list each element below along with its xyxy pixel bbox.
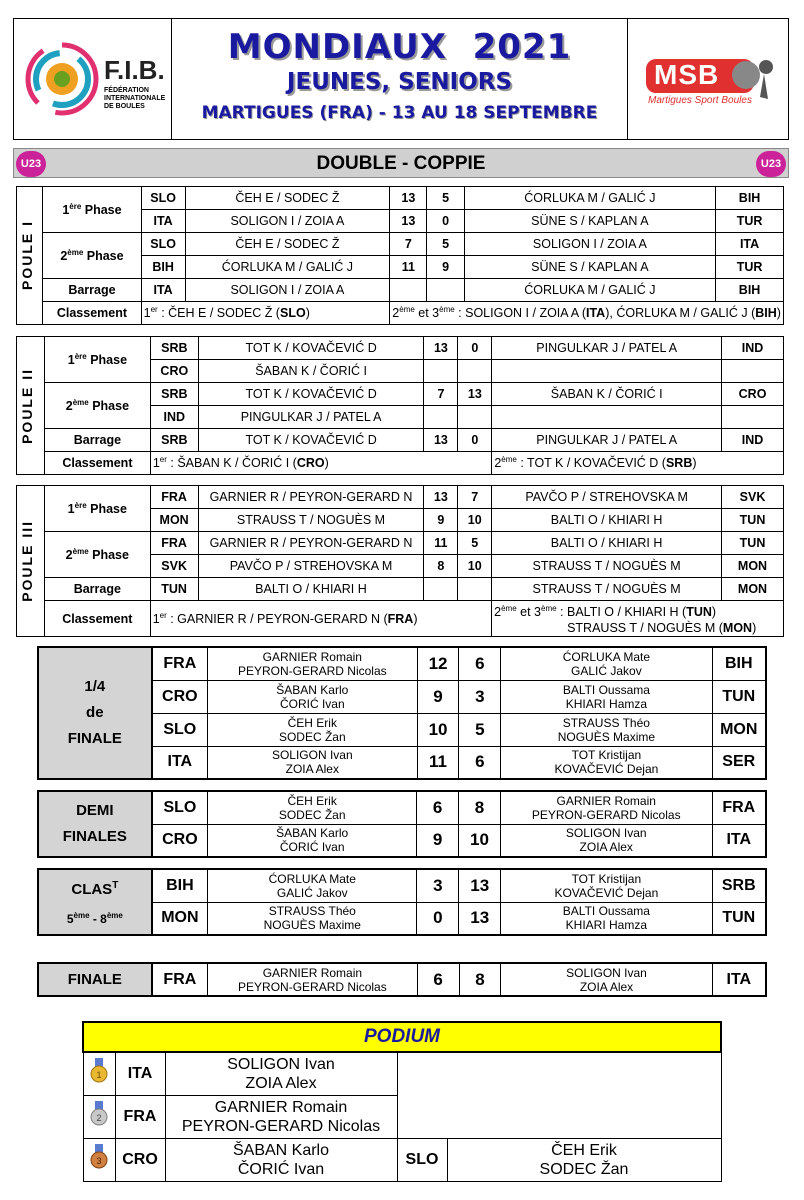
team-name: GARNIER R / PEYRON-GERARD N (198, 486, 424, 509)
country-code: ITA (141, 210, 185, 233)
country-code: IND (722, 337, 784, 360)
phase-label: 2ème Phase (44, 383, 150, 429)
score: 0 (427, 210, 464, 233)
podium-team (165, 1095, 397, 1138)
score: 6 (417, 963, 459, 996)
score: 12 (417, 647, 459, 680)
score: 13 (424, 486, 458, 509)
ranking-others: 2ème et 3ème : SOLIGON I / ZOIA A (ITA), ĆORLUKA M / GALIĆ J (BIH) (390, 302, 784, 325)
score: 0 (417, 902, 459, 935)
player-name: TOT Kristijan (571, 748, 642, 763)
fib-logo (14, 19, 172, 139)
country-code: CRO (150, 360, 198, 383)
ranking-label: Classement (43, 302, 141, 325)
group-table-3 (16, 485, 784, 637)
score (424, 360, 458, 383)
msb-tagline: Martigues Sport Boules (648, 95, 752, 106)
score: 9 (427, 256, 464, 279)
team-name: TOT K / KOVAČEVIĆ D (198, 383, 424, 406)
score: 8 (459, 791, 501, 824)
score: 6 (459, 746, 501, 779)
team-name: ČEH E / SODEC Ž (185, 187, 390, 210)
country-code: MON (722, 578, 784, 601)
score (424, 578, 458, 601)
team-name: PINGULKAR J / PATEL A (492, 429, 722, 452)
phase-label: 2ème Phase (43, 233, 141, 279)
country-code: TUN (150, 578, 198, 601)
svg-text:1: 1 (96, 1070, 102, 1081)
player-name: ĆORLUKA Mate (268, 871, 356, 886)
team-players (208, 963, 418, 996)
player-name: STRAUSS Théo (562, 715, 650, 730)
ranking-row (17, 452, 784, 475)
country-code: FRA (152, 963, 208, 996)
semifinal-table (37, 790, 767, 858)
classification-table (37, 868, 767, 936)
team-name: ŠABAN K / ČORIĆ I (198, 360, 424, 383)
score: 11 (390, 256, 427, 279)
team-name: PINGULKAR J / PATEL A (198, 406, 424, 429)
gold-medal-icon (89, 1058, 109, 1084)
score: 8 (459, 963, 501, 996)
country-code: ITA (716, 233, 784, 256)
player-name: ĆORLUKA Mate (562, 649, 651, 664)
player-name: ZOIA Alex (285, 762, 339, 777)
stage-label: $CLAS^T$ 5ème - 8ème (38, 869, 152, 935)
phase-label: 1ère Phase (44, 486, 150, 532)
player-name: GALIĆ Jakov (276, 885, 348, 900)
ranking-row (17, 601, 784, 637)
podium-player: SOLIGON Ivan (227, 1055, 335, 1073)
match-row (38, 869, 766, 902)
score (458, 406, 492, 429)
team-name: SOLIGON I / ZOIA A (464, 233, 716, 256)
player-name: KHIARI Hamza (565, 918, 648, 933)
team-name: ĆORLUKA M / GALIĆ J (185, 256, 390, 279)
ranking-row (17, 302, 784, 325)
team-players (208, 680, 418, 713)
country-code: SLO (152, 713, 208, 746)
team-name: ŠABAN K / ČORIĆ I (492, 383, 722, 406)
event-title-bar (13, 148, 789, 178)
player-name: PEYRON-GERARD Nicolas (237, 663, 387, 678)
podium-player: SODEC Žan (539, 1160, 629, 1178)
score: 11 (417, 746, 459, 779)
match-row (17, 337, 784, 360)
team-players (208, 746, 418, 779)
player-name: SOLIGON Ivan (566, 965, 647, 980)
ranking-label: Classement (44, 452, 150, 475)
country-code: SRB (150, 337, 198, 360)
svg-text:2: 2 (96, 1113, 102, 1123)
player-name: GARNIER Romain (262, 965, 363, 980)
country-code: SVK (150, 555, 198, 578)
country-code: IND (722, 429, 784, 452)
header (13, 18, 789, 140)
match-row (17, 486, 784, 509)
medal-cell (83, 1095, 115, 1138)
player-name: NOGUÈS Maxime (263, 918, 361, 933)
team-name: BALTI O / KHIARI H (198, 578, 424, 601)
podium-player: PEYRON-GERARD Nicolas (181, 1117, 381, 1135)
score: 5 (459, 713, 501, 746)
score: 10 (459, 824, 501, 857)
podium-player: GARNIER Romain (214, 1098, 348, 1116)
team-name: SOLIGON I / ZOIA A (185, 279, 390, 302)
score: 13 (424, 337, 458, 360)
country-code: TUN (712, 680, 766, 713)
score: 13 (458, 383, 492, 406)
team-players (501, 647, 712, 680)
page-subtitle: JEUNES, SENIORS (286, 69, 513, 95)
country-code: BIH (716, 279, 784, 302)
team-players (208, 713, 418, 746)
team-players (208, 791, 417, 824)
group-name-label: POULE III (19, 520, 35, 602)
match-row (17, 279, 784, 302)
country-code: IND (150, 406, 198, 429)
score: 5 (427, 233, 464, 256)
player-name: KHIARI Hamza (565, 696, 648, 711)
score (458, 360, 492, 383)
country-code: ITA (712, 824, 766, 857)
player-name: SODEC Žan (278, 807, 346, 822)
podium-table (82, 1021, 722, 1182)
country-code: FRA (712, 791, 766, 824)
team-name: TOT K / KOVAČEVIĆ D (198, 429, 424, 452)
score: 7 (458, 486, 492, 509)
team-players (500, 791, 712, 824)
player-name: GARNIER Romain (262, 649, 362, 664)
player-name: TOT Kristijan (571, 871, 642, 886)
podium-team (165, 1052, 397, 1095)
country-code: CRO (152, 680, 208, 713)
country-code: FRA (150, 486, 198, 509)
player-name: SOLIGON Ivan (271, 748, 353, 763)
player-name: GARNIER Romain (556, 793, 656, 808)
player-name: ZOIA Alex (579, 979, 634, 994)
country-code: SLO (141, 187, 185, 210)
score: 5 (458, 532, 492, 555)
team-players (500, 824, 712, 857)
svg-text:3: 3 (96, 1156, 102, 1166)
country-code: ITA (152, 746, 208, 779)
msb-initials: MSB (654, 59, 720, 90)
match-row (17, 233, 784, 256)
match-row (38, 791, 766, 824)
score: 7 (424, 383, 458, 406)
podium-title: PODIUM (83, 1022, 721, 1052)
score: 6 (459, 647, 501, 680)
score: 10 (417, 713, 459, 746)
score: 9 (424, 509, 458, 532)
group-table-1 (16, 186, 784, 325)
ranking-label: Classement (44, 601, 150, 637)
country-code: SLO (141, 233, 185, 256)
player-name: ŠABAN Karlo (276, 826, 349, 841)
team-name (492, 406, 722, 429)
team-name: ČEH E / SODEC Ž (185, 233, 390, 256)
team-players (501, 680, 712, 713)
score (458, 578, 492, 601)
team-name: SOLIGON I / ZOIA A (185, 210, 390, 233)
group-name-label: POULE I (19, 220, 35, 291)
medal-cell (83, 1138, 115, 1181)
country-code: SRB (712, 869, 766, 902)
stage-label: 1/4 de FINALE (38, 647, 152, 779)
ranking-others: 2ème : TOT K / KOVAČEVIĆ D (SRB) (492, 452, 784, 475)
player-name: ČORIĆ Ivan (279, 840, 345, 855)
header-titles (172, 19, 628, 139)
team-name: SÜNE S / KAPLAN A (464, 210, 716, 233)
fib-line1: FÉDÉRATION (104, 87, 149, 94)
score: 9 (417, 680, 459, 713)
final-table (37, 962, 767, 997)
team-name: PINGULKAR J / PATEL A (492, 337, 722, 360)
team-players (208, 869, 417, 902)
ranking-first: 1er : ŠABAN K / ČORIĆ I (CRO) (150, 452, 491, 475)
country-code (722, 406, 784, 429)
country-code: TUN (722, 532, 784, 555)
team-players (501, 963, 712, 996)
podium-team (447, 1138, 721, 1181)
podium-player: ČORIĆ Ivan (237, 1160, 325, 1178)
group-name (17, 187, 43, 325)
country-code (722, 360, 784, 383)
podium-row-3 (83, 1138, 721, 1181)
podium-country: ITA (115, 1052, 165, 1095)
msb-logo (628, 19, 788, 139)
country-code: FRA (150, 532, 198, 555)
player-name: PEYRON-GERARD Nicolas (238, 979, 387, 994)
score: 3 (459, 680, 501, 713)
score: 13 (390, 187, 427, 210)
score (427, 279, 464, 302)
score: 13 (424, 429, 458, 452)
team-name: STRAUSS T / NOGUÈS M (492, 555, 722, 578)
player-name: ZOIA Alex (579, 840, 633, 855)
team-name (492, 360, 722, 383)
medal-cell (83, 1052, 115, 1095)
podium-team (165, 1138, 397, 1181)
podium-country: SLO (397, 1138, 447, 1181)
score: 6 (417, 791, 459, 824)
country-code: BIH (141, 256, 185, 279)
country-code: TUR (716, 256, 784, 279)
score: 8 (424, 555, 458, 578)
score: 7 (390, 233, 427, 256)
team-name: ĆORLUKA M / GALIĆ J (464, 187, 716, 210)
group-name-label: POULE II (19, 367, 35, 444)
country-code: BIH (152, 869, 208, 902)
u23-badge-right: U23 (756, 151, 786, 177)
country-code: TUN (712, 902, 766, 935)
country-code: BIH (716, 187, 784, 210)
match-row (38, 963, 766, 996)
player-name: BALTI Oussama (562, 904, 650, 919)
podium-player: ČEH Erik (551, 1141, 617, 1159)
team-name: TOT K / KOVAČEVIĆ D (198, 337, 424, 360)
ranking-first: 1er : ČEH E / SODEC Ž (SLO) (141, 302, 390, 325)
bronze-medal-icon (89, 1144, 109, 1170)
country-code: MON (712, 713, 766, 746)
player-name: SODEC Žan (278, 729, 346, 744)
team-players (501, 869, 712, 902)
score: 0 (458, 429, 492, 452)
team-players (501, 713, 712, 746)
team-name: SÜNE S / KAPLAN A (464, 256, 716, 279)
player-name: ČEH Erik (287, 715, 337, 730)
fib-line2: INTERNATIONALE (104, 95, 166, 102)
country-code: SLO (152, 791, 208, 824)
barrage-label: Barrage (43, 279, 141, 302)
team-name: ĆORLUKA M / GALIĆ J (464, 279, 716, 302)
player-name: GALIĆ Jakov (571, 663, 642, 678)
player-name: PEYRON-GERARD Nicolas (531, 807, 681, 822)
score (424, 406, 458, 429)
podium-empty-cell (397, 1052, 721, 1138)
country-code: FRA (152, 647, 208, 680)
country-code: MON (722, 555, 784, 578)
country-code: BIH (712, 647, 766, 680)
team-name: STRAUSS T / NOGUÈS M (198, 509, 424, 532)
team-name: STRAUSS T / NOGUÈS M (492, 578, 722, 601)
score: 13 (459, 902, 501, 935)
podium-row-1 (83, 1052, 721, 1095)
score: 9 (417, 824, 459, 857)
match-row (17, 187, 784, 210)
team-name: PAVČO P / STREHOVSKA M (198, 555, 424, 578)
player-name: SOLIGON Ivan (565, 826, 647, 841)
country-code: SRB (150, 383, 198, 406)
ranking-first: 1er : GARNIER R / PEYRON-GERARD N (FRA) (150, 601, 491, 637)
group-name (17, 486, 45, 637)
score: 11 (424, 532, 458, 555)
player-name: BALTI Oussama (562, 682, 650, 697)
country-code: TUR (716, 210, 784, 233)
score: 13 (459, 869, 501, 902)
country-code: SER (712, 746, 766, 779)
event-location: MARTIGUES (FRA) - 13 AU 18 SEPTEMBRE (201, 103, 598, 123)
quarterfinal-table (37, 646, 767, 780)
country-code: ITA (141, 279, 185, 302)
podium-country: FRA (115, 1095, 165, 1138)
team-players (208, 824, 417, 857)
player-name: ČEH Erik (287, 793, 337, 808)
player-name: NOGUÈS Maxime (557, 729, 656, 744)
fib-initials: F.I.B. (104, 55, 165, 85)
group-table-2 (16, 336, 784, 475)
match-row (38, 647, 766, 680)
ranking-others: 2ème et 3ème : BALTI O / KHIARI H (TUN) STRAUSS T / NOGUÈS M (MON) (492, 601, 784, 637)
group-name (17, 337, 45, 475)
country-code: CRO (152, 824, 208, 857)
country-code: SVK (722, 486, 784, 509)
score: 5 (427, 187, 464, 210)
match-row (17, 578, 784, 601)
team-players (501, 902, 712, 935)
barrage-label: Barrage (44, 578, 150, 601)
score (390, 279, 427, 302)
country-code: MON (150, 509, 198, 532)
page-title: MONDIAUX 2021 (227, 27, 572, 67)
barrage-label: Barrage (44, 429, 150, 452)
team-players (208, 902, 417, 935)
stage-label: FINALE (38, 963, 152, 996)
phase-label: 2ème Phase (44, 532, 150, 578)
phase-label: 1ère Phase (43, 187, 141, 233)
team-players (208, 647, 418, 680)
match-row (17, 532, 784, 555)
player-name: ŠABAN Karlo (276, 682, 349, 697)
podium-country: CRO (115, 1138, 165, 1181)
team-name: BALTI O / KHIARI H (492, 509, 722, 532)
match-row (17, 383, 784, 406)
score: 10 (458, 555, 492, 578)
country-code: ITA (712, 963, 766, 996)
player-name: STRAUSS Théo (268, 904, 356, 919)
phase-label: 1ère Phase (44, 337, 150, 383)
match-row (17, 429, 784, 452)
player-name: KOVAČEVIĆ Dejan (554, 885, 659, 900)
podium-player: ZOIA Alex (245, 1074, 317, 1092)
fib-line3: DE BOULES (104, 103, 145, 110)
country-code: SRB (150, 429, 198, 452)
team-players (501, 746, 712, 779)
event-title: DOUBLE - COPPIE (316, 153, 486, 174)
fib-fullname (104, 87, 165, 111)
score: 3 (417, 869, 459, 902)
silver-medal-icon (89, 1101, 109, 1127)
podium-player: ŠABAN Karlo (232, 1141, 330, 1159)
player-name: KOVAČEVIĆ Dejan (554, 762, 659, 777)
score: 10 (458, 509, 492, 532)
team-name: GARNIER R / PEYRON-GERARD N (198, 532, 424, 555)
country-code: TUN (722, 509, 784, 532)
u23-badge-left: U23 (16, 151, 46, 177)
score: 0 (458, 337, 492, 360)
country-code: MON (152, 902, 208, 935)
country-code: CRO (722, 383, 784, 406)
team-name: BALTI O / KHIARI H (492, 532, 722, 555)
team-name: PAVČO P / STREHOVSKA M (492, 486, 722, 509)
stage-label: DEMI FINALES (38, 791, 152, 857)
score: 13 (390, 210, 427, 233)
player-name: ČORIĆ Ivan (279, 696, 345, 711)
